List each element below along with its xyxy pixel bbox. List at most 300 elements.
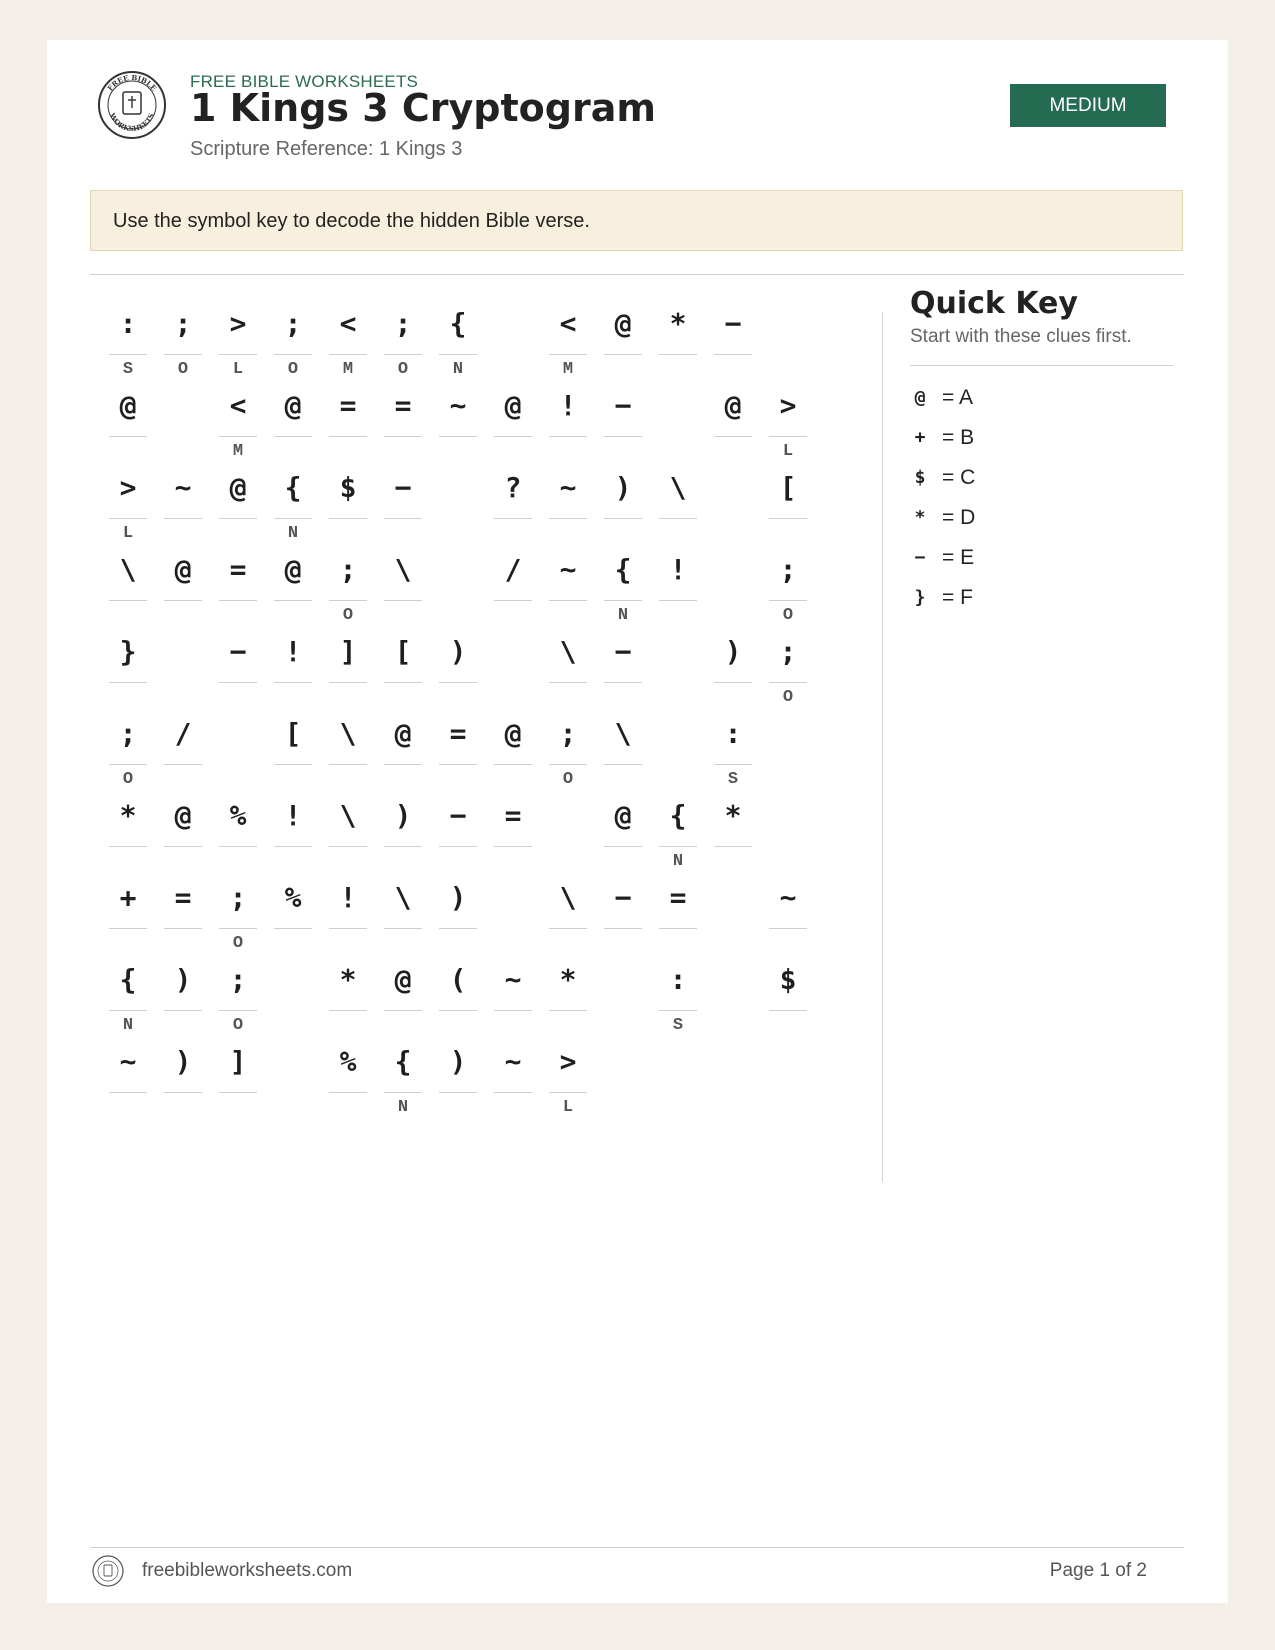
cipher-symbol: ~ (779, 881, 797, 914)
scripture-reference: Scripture Reference: 1 Kings 3 (190, 138, 463, 160)
answer-line (219, 354, 257, 355)
answer-line (384, 436, 422, 437)
cipher-symbol: { (119, 963, 137, 996)
cipher-symbol: @ (119, 389, 137, 422)
cipher-cell[interactable] (604, 296, 642, 380)
cipher-cell[interactable] (494, 952, 532, 1036)
cipher-cell[interactable] (109, 870, 147, 954)
answer-line (329, 354, 367, 355)
cipher-cell[interactable] (494, 460, 532, 544)
cipher-cell[interactable] (164, 788, 202, 872)
answer-line (604, 682, 642, 683)
answer-line (549, 1010, 587, 1011)
cipher-cell[interactable] (164, 1034, 202, 1118)
cipher-cell[interactable] (219, 378, 257, 462)
cipher-cell[interactable] (109, 460, 147, 544)
hint-letter: N (672, 852, 684, 871)
cipher-cell[interactable] (494, 788, 532, 872)
answer-line (164, 600, 202, 601)
cipher-cell[interactable] (164, 870, 202, 954)
cipher-cell[interactable] (439, 378, 477, 462)
cipher-symbol: ; (174, 307, 192, 340)
answer-line (164, 764, 202, 765)
key-value: = F (942, 586, 973, 609)
answer-line (549, 682, 587, 683)
cipher-symbol: ) (174, 1045, 192, 1078)
cipher-cell[interactable] (714, 788, 752, 872)
cipher-symbol: − (229, 635, 247, 668)
answer-line (274, 764, 312, 765)
cipher-symbol: ) (449, 1045, 467, 1078)
cipher-cell[interactable] (439, 1034, 477, 1118)
answer-line (769, 682, 807, 683)
answer-line (439, 436, 477, 437)
cipher-symbol: = (394, 389, 412, 422)
cipher-symbol: : (119, 307, 137, 340)
answer-line (549, 600, 587, 601)
cipher-symbol: > (119, 471, 137, 504)
cipher-cell[interactable] (549, 624, 587, 708)
cipher-cell[interactable] (494, 1034, 532, 1118)
cipher-symbol: = (339, 389, 357, 422)
answer-line (274, 436, 312, 437)
quick-key-item (910, 540, 1110, 580)
cipher-cell[interactable] (384, 624, 422, 708)
cipher-cell[interactable] (384, 542, 422, 626)
answer-line (714, 846, 752, 847)
cipher-cell[interactable] (109, 624, 147, 708)
cipher-cell[interactable] (549, 1034, 587, 1118)
hint-letter: O (397, 360, 409, 379)
cipher-symbol: ; (229, 881, 247, 914)
cipher-symbol: \ (669, 471, 687, 504)
cipher-cell[interactable] (329, 870, 367, 954)
cipher-cell[interactable] (109, 296, 147, 380)
cipher-symbol: @ (229, 471, 247, 504)
cipher-symbol: % (284, 881, 302, 914)
cipher-symbol: ! (284, 635, 302, 668)
key-value: = C (942, 466, 976, 489)
cipher-symbol: @ (504, 717, 522, 750)
hint-letter: S (727, 770, 739, 789)
cipher-symbol: ! (669, 553, 687, 586)
key-value: = A (942, 386, 973, 409)
quick-key-item (910, 500, 1110, 540)
answer-line (439, 1010, 477, 1011)
answer-line (384, 354, 422, 355)
cipher-cell[interactable] (659, 296, 697, 380)
answer-line (769, 518, 807, 519)
key-value: = B (942, 426, 975, 449)
cipher-symbol: { (449, 307, 467, 340)
answer-line (769, 1010, 807, 1011)
cipher-symbol: { (669, 799, 687, 832)
cipher-cell[interactable] (604, 378, 642, 462)
cipher-cell[interactable] (439, 296, 477, 380)
cipher-symbol: \ (394, 881, 412, 914)
cipher-cell[interactable] (769, 624, 807, 708)
cipher-cell[interactable] (604, 706, 642, 790)
cipher-symbol: [ (394, 635, 412, 668)
quick-key-list (910, 380, 1110, 620)
cipher-symbol: @ (174, 553, 192, 586)
answer-line (439, 928, 477, 929)
cipher-symbol: @ (724, 389, 742, 422)
cipher-symbol: ) (724, 635, 742, 668)
cipher-symbol: < (229, 389, 247, 422)
answer-line (219, 600, 257, 601)
cipher-cell[interactable] (549, 706, 587, 790)
cipher-cell[interactable] (549, 460, 587, 544)
hint-letter: N (617, 606, 629, 625)
answer-line (384, 764, 422, 765)
answer-line (219, 436, 257, 437)
cipher-symbol: + (119, 881, 137, 914)
cipher-symbol: % (229, 799, 247, 832)
cipher-symbol: − (449, 799, 467, 832)
answer-line (494, 1092, 532, 1093)
answer-line (549, 436, 587, 437)
hint-letter: S (672, 1016, 684, 1035)
cipher-cell[interactable] (494, 706, 532, 790)
cipher-cell[interactable] (769, 378, 807, 462)
brand-label: FREE BIBLE WORKSHEETS (190, 72, 419, 91)
cipher-cell[interactable] (384, 1034, 422, 1118)
hint-letter: O (177, 360, 189, 379)
answer-line (549, 354, 587, 355)
cipher-cell[interactable] (109, 378, 147, 462)
answer-line (769, 436, 807, 437)
cipher-cell[interactable] (164, 460, 202, 544)
cipher-symbol: } (119, 635, 137, 668)
cipher-symbol: > (229, 307, 247, 340)
cipher-cell[interactable] (549, 378, 587, 462)
answer-line (219, 846, 257, 847)
cipher-cell[interactable] (384, 296, 422, 380)
cipher-cell[interactable] (439, 624, 477, 708)
answer-line (659, 928, 697, 929)
cipher-symbol: ] (229, 1045, 247, 1078)
answer-line (219, 1010, 257, 1011)
cipher-cell[interactable] (219, 542, 257, 626)
cipher-cell[interactable] (109, 706, 147, 790)
cipher-cell[interactable] (604, 788, 642, 872)
cipher-symbol: < (339, 307, 357, 340)
answer-line (439, 682, 477, 683)
cipher-symbol: $ (779, 963, 797, 996)
cipher-symbol: ) (174, 963, 192, 996)
cipher-cell[interactable] (219, 1034, 257, 1118)
answer-line (494, 436, 532, 437)
cipher-symbol: @ (394, 717, 412, 750)
cipher-symbol: ; (394, 307, 412, 340)
answer-line (164, 1010, 202, 1011)
cipher-cell[interactable] (274, 870, 312, 954)
cipher-symbol: * (724, 799, 742, 832)
cipher-symbol: − (724, 307, 742, 340)
answer-line (109, 354, 147, 355)
cipher-cell[interactable] (549, 542, 587, 626)
cipher-cell[interactable] (274, 542, 312, 626)
cipher-symbol: ; (119, 717, 137, 750)
cipher-symbol: ] (339, 635, 357, 668)
answer-line (164, 928, 202, 929)
cipher-symbol: = (449, 717, 467, 750)
cipher-symbol: ! (339, 881, 357, 914)
answer-line (494, 518, 532, 519)
cipher-symbol: ) (449, 635, 467, 668)
cipher-symbol: − (614, 635, 632, 668)
cipher-symbol: @ (614, 307, 632, 340)
cipher-symbol: \ (559, 881, 577, 914)
divider (910, 365, 1173, 366)
cipher-cell[interactable] (329, 296, 367, 380)
cipher-symbol: ? (504, 471, 522, 504)
cipher-symbol: [ (779, 471, 797, 504)
cipher-symbol: ~ (449, 389, 467, 422)
hint-letter: M (232, 442, 244, 461)
cipher-cell[interactable] (164, 542, 202, 626)
answer-line (109, 682, 147, 683)
cipher-cell[interactable] (439, 952, 477, 1036)
answer-line (604, 436, 642, 437)
cipher-symbol: \ (339, 799, 357, 832)
cipher-cell[interactable] (659, 870, 697, 954)
hint-letter: N (397, 1098, 409, 1117)
cipher-cell[interactable] (604, 460, 642, 544)
answer-line (439, 1092, 477, 1093)
page-number: Page 1 of 2 (1049, 1560, 1147, 1581)
answer-line (604, 518, 642, 519)
answer-line (439, 764, 477, 765)
cipher-symbol: / (504, 553, 522, 586)
answer-line (164, 518, 202, 519)
cipher-cell[interactable] (274, 706, 312, 790)
cipher-cell[interactable] (604, 624, 642, 708)
cipher-symbol: ! (559, 389, 577, 422)
cipher-symbol: ~ (119, 1045, 137, 1078)
answer-line (384, 846, 422, 847)
cipher-cell[interactable] (109, 542, 147, 626)
cipher-cell[interactable] (769, 460, 807, 544)
cipher-cell[interactable] (439, 788, 477, 872)
cipher-cell[interactable] (549, 870, 587, 954)
cipher-cell[interactable] (329, 952, 367, 1036)
cipher-symbol: { (614, 553, 632, 586)
quick-key-item (910, 580, 1110, 620)
answer-line (274, 518, 312, 519)
quick-key-subtitle: Start with these clues first. (910, 326, 1132, 347)
answer-line (109, 518, 147, 519)
cipher-cell[interactable] (329, 460, 367, 544)
answer-line (384, 600, 422, 601)
cipher-cell[interactable] (274, 460, 312, 544)
cipher-cell[interactable] (219, 624, 257, 708)
hint-letter: N (452, 360, 464, 379)
cipher-cell[interactable] (714, 624, 752, 708)
answer-line (109, 764, 147, 765)
answer-line (274, 354, 312, 355)
cipher-cell[interactable] (604, 870, 642, 954)
cipher-cell[interactable] (109, 952, 147, 1036)
cipher-symbol: ~ (559, 553, 577, 586)
cipher-cell[interactable] (329, 378, 367, 462)
hint-letter: L (562, 1098, 574, 1117)
answer-line (714, 354, 752, 355)
answer-line (329, 1010, 367, 1011)
answer-line (219, 928, 257, 929)
cipher-symbol: ; (339, 553, 357, 586)
cipher-symbol: = (229, 553, 247, 586)
answer-line (604, 764, 642, 765)
quick-key-item (910, 420, 1110, 460)
cipher-cell[interactable] (384, 378, 422, 462)
cryptogram-grid (47, 40, 882, 1240)
footer-website: freebibleworksheets.com (142, 1560, 353, 1581)
cipher-symbol: { (394, 1045, 412, 1078)
key-symbol: * (914, 507, 926, 528)
hint-letter: O (782, 688, 794, 707)
cipher-symbol: ; (779, 553, 797, 586)
answer-line (274, 682, 312, 683)
hint-letter: M (342, 360, 354, 379)
cipher-symbol: ~ (504, 1045, 522, 1078)
cipher-cell[interactable] (329, 788, 367, 872)
answer-line (659, 846, 697, 847)
quick-key-item (910, 460, 1110, 500)
answer-line (109, 928, 147, 929)
cipher-cell[interactable] (329, 706, 367, 790)
cipher-cell[interactable] (769, 952, 807, 1036)
answer-line (109, 600, 147, 601)
answer-line (109, 436, 147, 437)
cipher-cell[interactable] (384, 706, 422, 790)
answer-line (164, 846, 202, 847)
answer-line (659, 1010, 697, 1011)
answer-line (384, 518, 422, 519)
hint-letter: O (342, 606, 354, 625)
cipher-cell[interactable] (604, 542, 642, 626)
cipher-cell[interactable] (274, 624, 312, 708)
cipher-symbol: @ (174, 799, 192, 832)
cipher-cell[interactable] (274, 296, 312, 380)
cipher-symbol: \ (394, 553, 412, 586)
cipher-cell[interactable] (659, 460, 697, 544)
cipher-cell[interactable] (219, 870, 257, 954)
svg-text:WORKSHEETS: WORKSHEETS (107, 111, 157, 134)
cipher-symbol: % (339, 1045, 357, 1078)
answer-line (219, 518, 257, 519)
cipher-cell[interactable] (714, 706, 752, 790)
cipher-cell[interactable] (549, 296, 587, 380)
cipher-symbol: : (669, 963, 687, 996)
answer-line (219, 682, 257, 683)
answer-line (329, 518, 367, 519)
cipher-cell[interactable] (769, 542, 807, 626)
key-symbol: @ (914, 387, 926, 408)
cipher-symbol: > (559, 1045, 577, 1078)
cipher-cell[interactable] (329, 1034, 367, 1118)
svg-text:FREE BIBLE: FREE BIBLE (105, 72, 159, 93)
hint-letter: N (287, 524, 299, 543)
answer-line (769, 928, 807, 929)
cipher-cell[interactable] (274, 378, 312, 462)
cipher-cell[interactable] (769, 870, 807, 954)
cipher-cell[interactable] (164, 706, 202, 790)
answer-line (439, 354, 477, 355)
hint-letter: O (122, 770, 134, 789)
answer-line (109, 1092, 147, 1093)
cipher-cell[interactable] (164, 952, 202, 1036)
cipher-cell[interactable] (549, 952, 587, 1036)
answer-line (604, 600, 642, 601)
cipher-symbol: ; (229, 963, 247, 996)
cipher-cell[interactable] (659, 952, 697, 1036)
cipher-cell[interactable] (494, 378, 532, 462)
cipher-symbol: @ (504, 389, 522, 422)
cipher-cell[interactable] (109, 788, 147, 872)
answer-line (494, 764, 532, 765)
quick-key-title: Quick Key (910, 286, 1078, 321)
cipher-symbol: * (559, 963, 577, 996)
cipher-cell[interactable] (384, 788, 422, 872)
cipher-cell[interactable] (659, 788, 697, 872)
answer-line (109, 846, 147, 847)
hint-letter: L (122, 524, 134, 543)
answer-line (659, 518, 697, 519)
cipher-cell[interactable] (219, 788, 257, 872)
cipher-cell[interactable] (274, 788, 312, 872)
answer-line (604, 928, 642, 929)
cipher-cell[interactable] (164, 296, 202, 380)
cipher-cell[interactable] (219, 296, 257, 380)
cipher-cell[interactable] (329, 542, 367, 626)
key-value: = E (942, 546, 975, 569)
answer-line (109, 1010, 147, 1011)
cipher-cell[interactable] (439, 870, 477, 954)
answer-line (219, 1092, 257, 1093)
cipher-symbol: * (339, 963, 357, 996)
answer-line (329, 436, 367, 437)
cipher-cell[interactable] (109, 1034, 147, 1118)
cipher-cell[interactable] (659, 542, 697, 626)
answer-line (439, 846, 477, 847)
cipher-symbol: = (669, 881, 687, 914)
cipher-cell[interactable] (439, 706, 477, 790)
cipher-cell[interactable] (714, 378, 752, 462)
cipher-cell[interactable] (714, 296, 752, 380)
answer-line (384, 1010, 422, 1011)
cipher-cell[interactable] (329, 624, 367, 708)
cipher-cell[interactable] (219, 952, 257, 1036)
hint-letter: O (782, 606, 794, 625)
cipher-symbol: ; (284, 307, 302, 340)
cipher-cell[interactable] (219, 460, 257, 544)
answer-line (329, 846, 367, 847)
answer-line (494, 846, 532, 847)
cipher-symbol: ; (779, 635, 797, 668)
answer-line (384, 682, 422, 683)
cipher-cell[interactable] (384, 870, 422, 954)
cipher-symbol: ~ (559, 471, 577, 504)
cipher-symbol: ) (614, 471, 632, 504)
cipher-cell[interactable] (494, 542, 532, 626)
cipher-cell[interactable] (384, 460, 422, 544)
cipher-cell[interactable] (384, 952, 422, 1036)
page-title: 1 Kings 3 Cryptogram (190, 86, 656, 130)
hint-letter: L (232, 360, 244, 379)
answer-line (384, 1092, 422, 1093)
